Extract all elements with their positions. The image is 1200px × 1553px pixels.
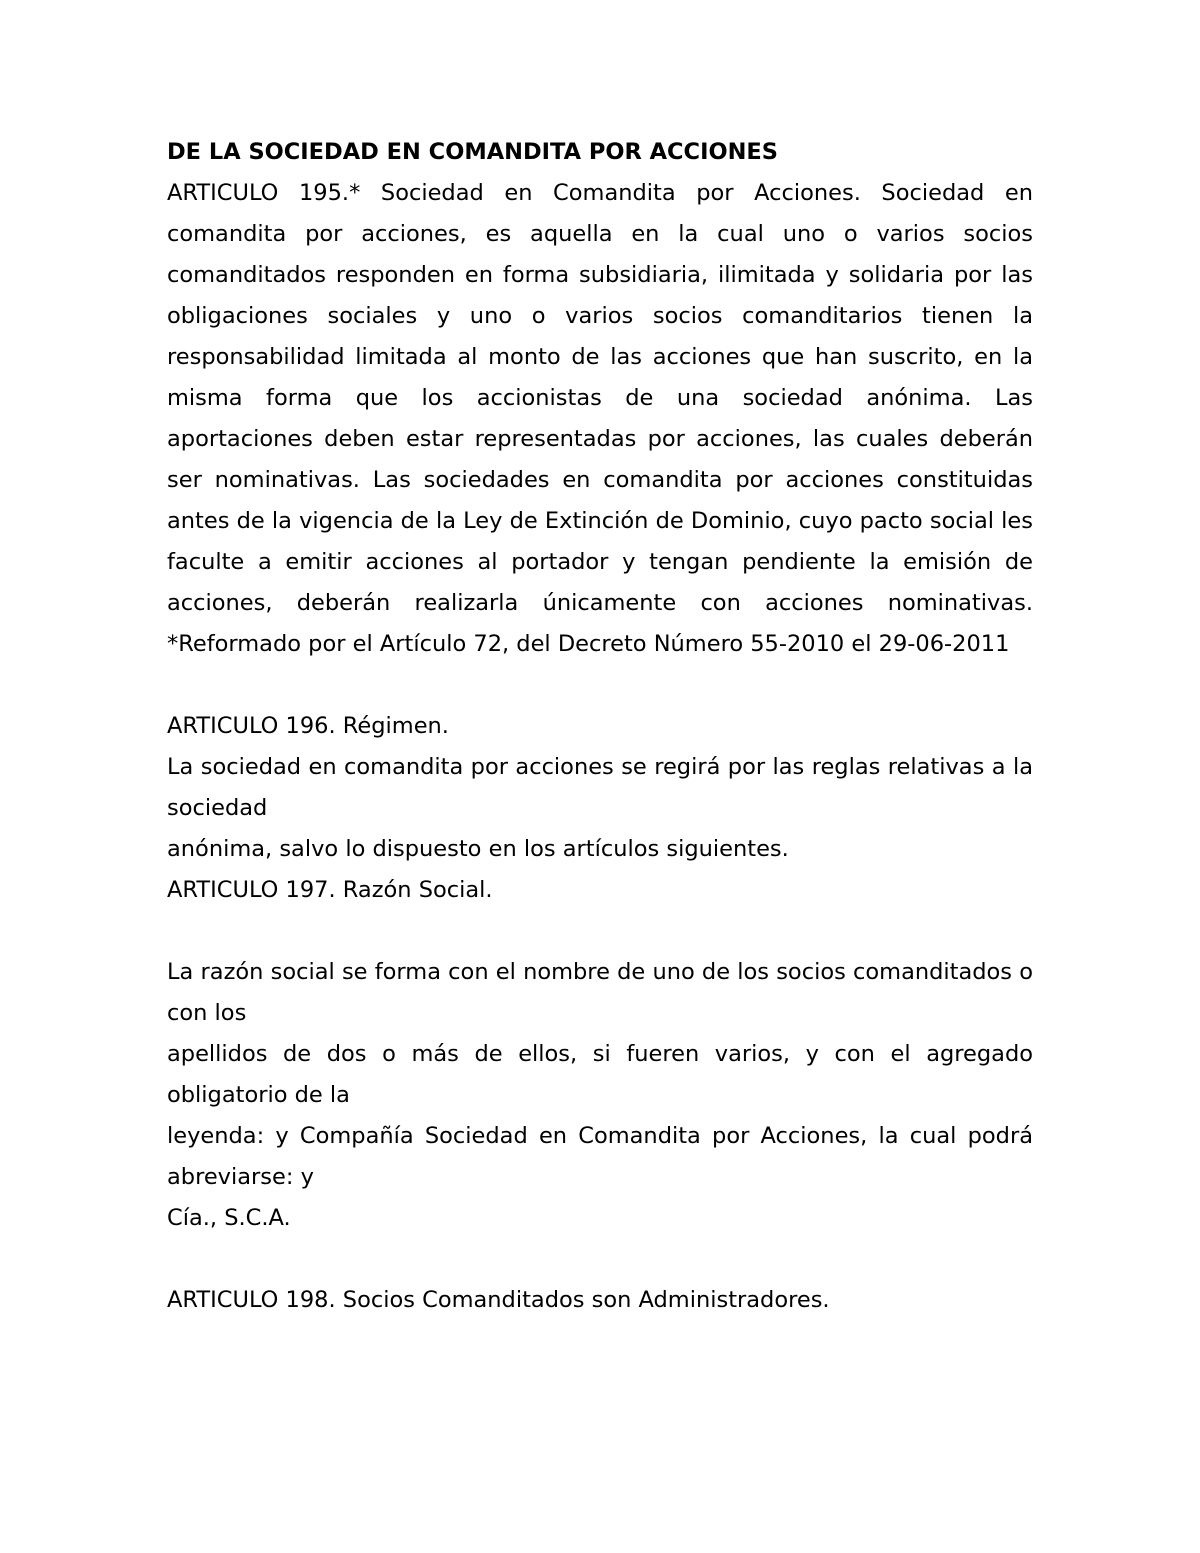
article-195-paragraph: ARTICULO 195.* Sociedad en Comandita por Acciones. Sociedad en comandita por acciones, es aquella en la cual uno o varios socios comanditados responden en forma subsidiaria, ilimitada y solidaria por las obligaciones sociales y uno o varios socios comanditarios tienen la responsabilidad limitada al monto de las acciones que han suscrito, en la misma forma que los accionistas de una sociedad anónima. Las aportaciones deben estar representadas por acciones, las cuales deberán ser nominativas. Las sociedades en comandita por acciones constituidas antes de la vigencia de la Ley de Extinción de Dominio, cuyo pacto social les faculte a emitir acciones al portador y tengan pendiente la emisión de acciones, deberán realizarla únicamente con acciones nominativas. *Reformado por el Artículo 72, del Decreto Número 55-2010 el 29-06-2011	[167, 180, 1033, 657]
article-197-line-1: La razón social se forma con el nombre de uno de los socios comanditados o con los	[167, 959, 1033, 1026]
article-197-title: ARTICULO 197. Razón Social.	[167, 877, 493, 903]
article-198-title: ARTICULO 198. Socios Comanditados son Administradores.	[167, 1287, 830, 1313]
article-197-line-4: Cía., S.C.A.	[167, 1205, 291, 1231]
article-196-line-1: La sociedad en comandita por acciones se regirá por las reglas relativas a la sociedad	[167, 754, 1033, 821]
section-heading: DE LA SOCIEDAD EN COMANDITA POR ACCIONES	[167, 139, 778, 165]
document-body	[167, 132, 1033, 1321]
blank-line	[167, 1239, 1033, 1280]
article-197-line-3: leyenda: y Compañía Sociedad en Comandita por Acciones, la cual podrá abreviarse: y	[167, 1123, 1033, 1190]
article-196-title: ARTICULO 196. Régimen.	[167, 713, 449, 739]
blank-line	[167, 911, 1033, 952]
blank-line	[167, 665, 1033, 706]
article-196-line-2: anónima, salvo lo dispuesto en los artículos siguientes.	[167, 836, 789, 862]
article-197-line-2: apellidos de dos o más de ellos, si fueren varios, y con el agregado obligatorio de la	[167, 1041, 1033, 1108]
